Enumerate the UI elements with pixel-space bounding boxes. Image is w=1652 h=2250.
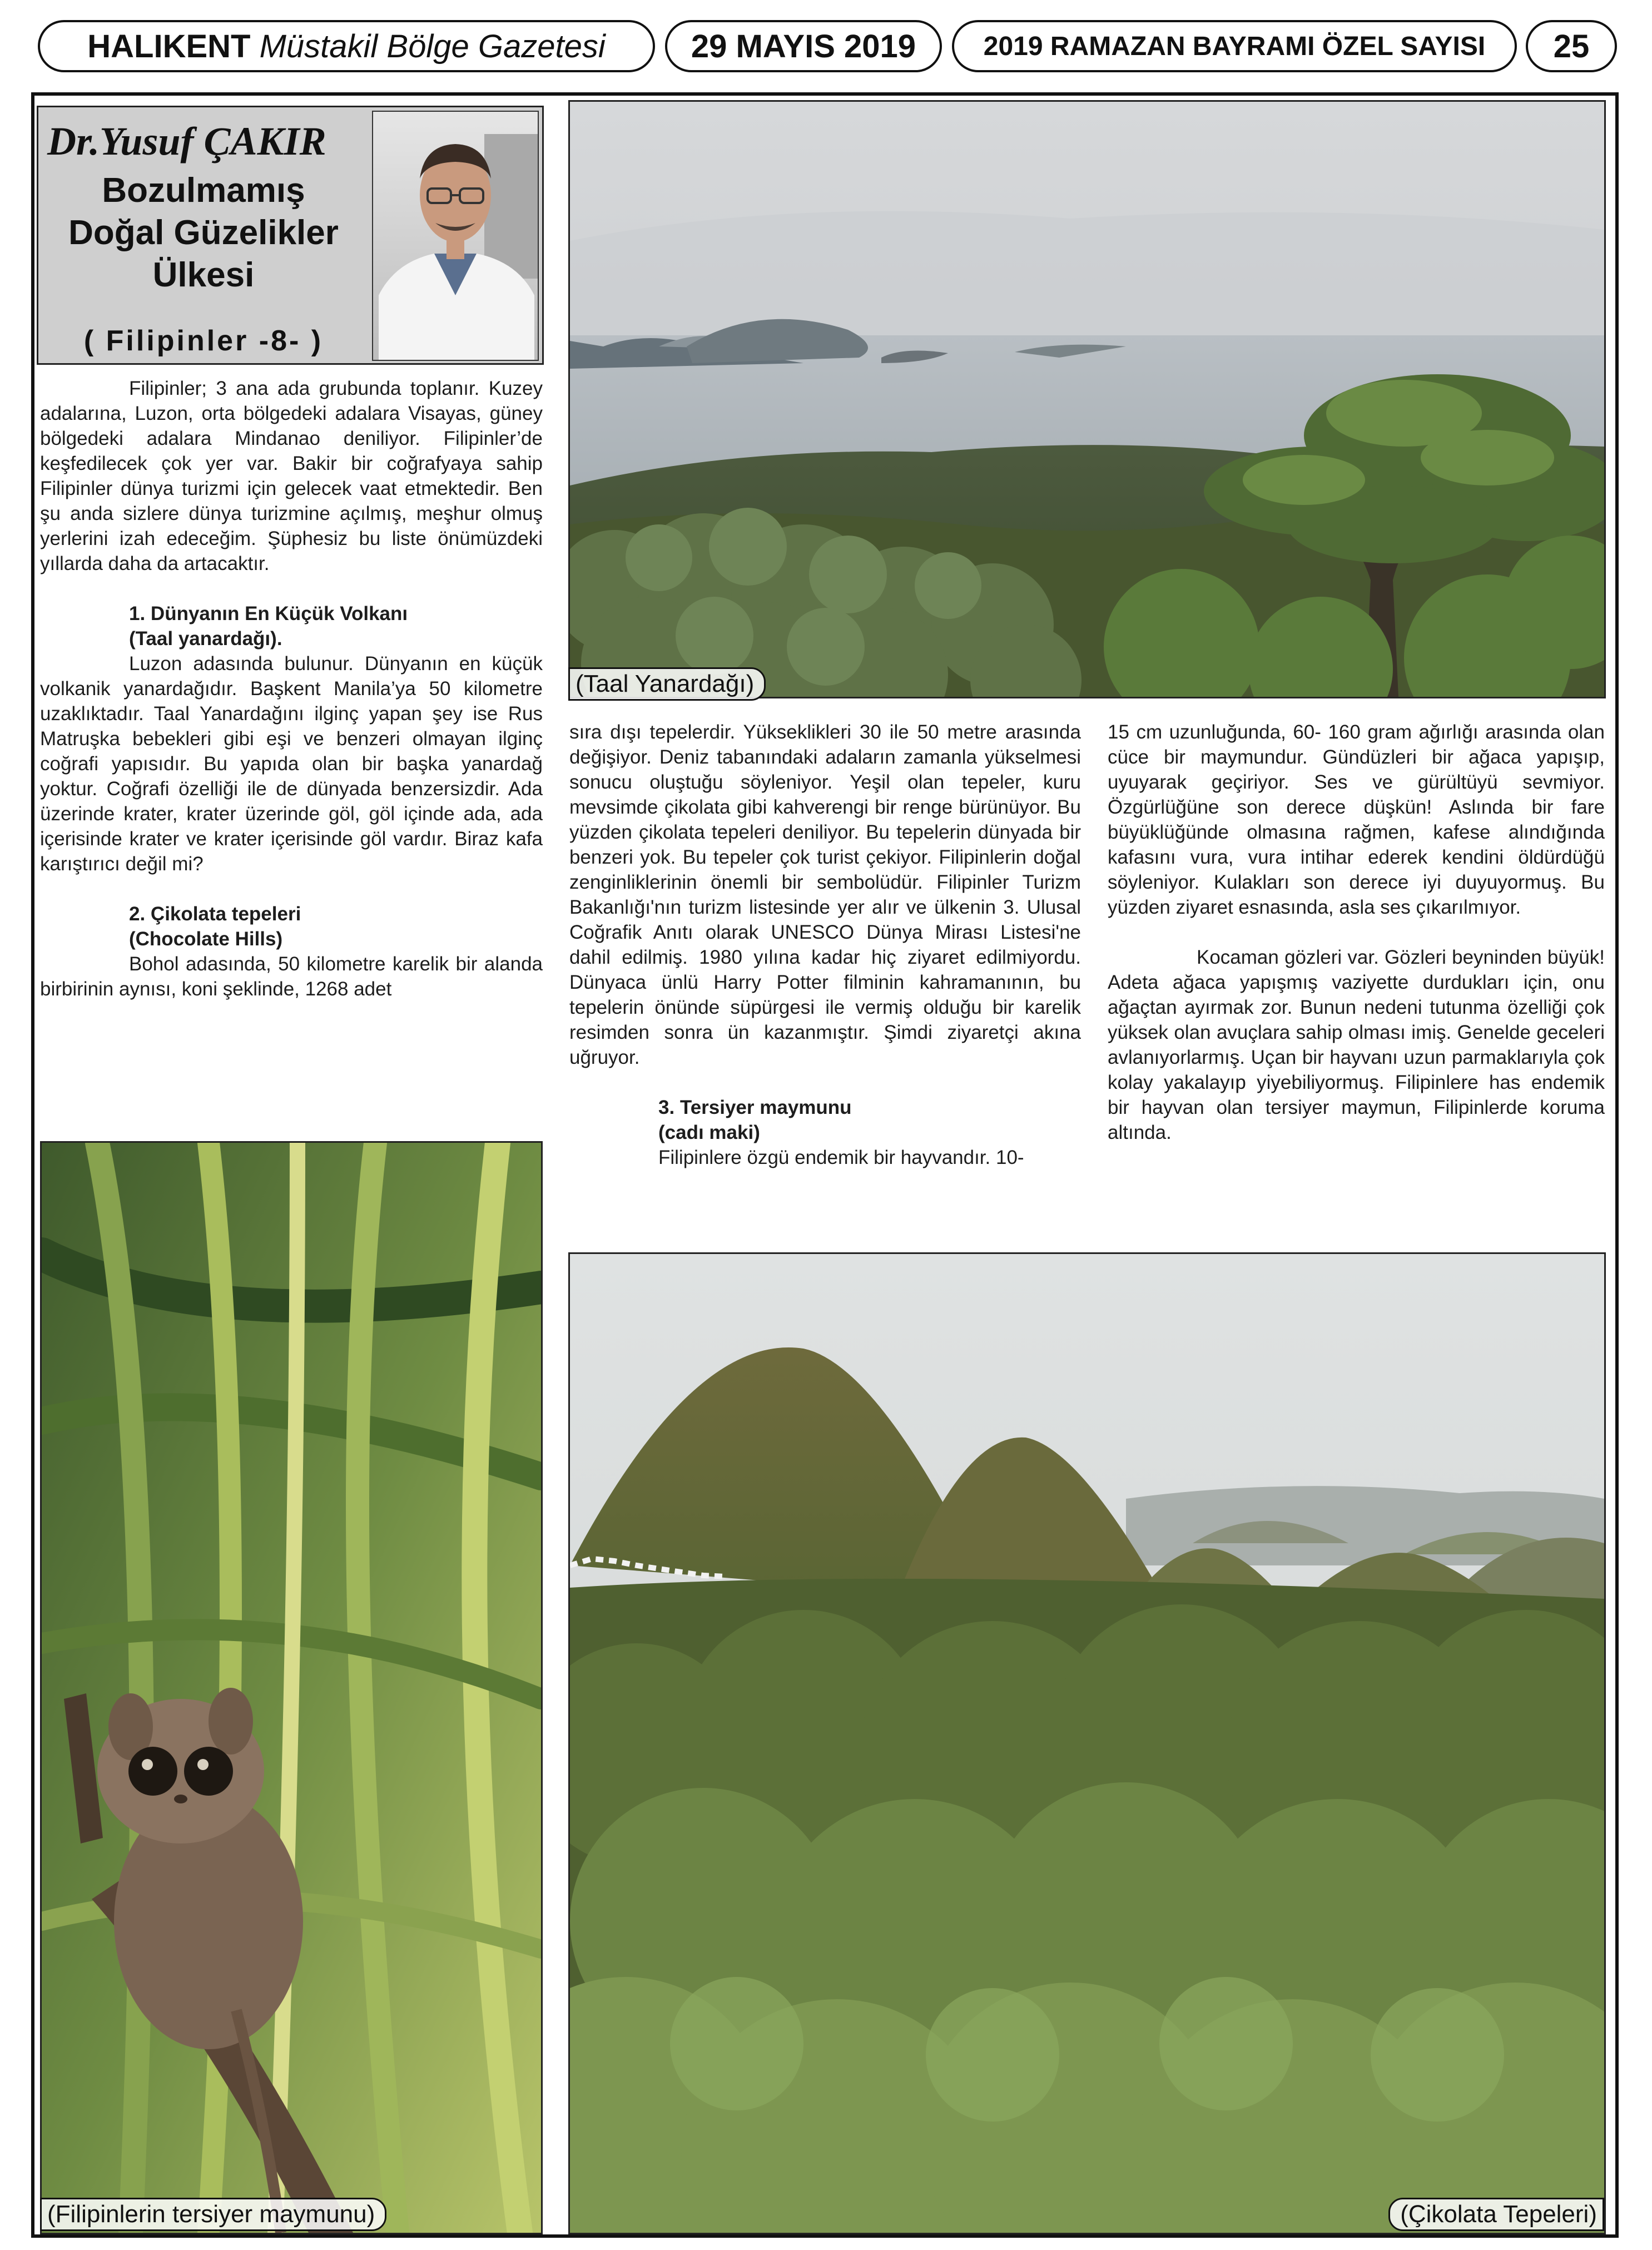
- page-number: 25: [1553, 28, 1590, 65]
- tarsier-image: [42, 1143, 541, 2233]
- chocolate-hills-photo: [568, 1252, 1606, 2234]
- intro-paragraph: Filipinler; 3 ana ada grubunda toplanır. Kuzey adalarına, Luzon, orta bölgedeki adalara Visayas, güney bölgedeki adalara Mindanao deniliyor. Filipinler’de keşfedilecek çok yer var. Bakir bir coğrafyaya sahip Filipinler dünya turizmi için gelecek vaat etmektedir. Ben şu anda sizlere dünya turizmine açılmış, meşhur olmuş yerlerini izah edeceğim. Şüphesiz bu liste önümüzdeki yıllarda daha da artacaktır.: [40, 378, 543, 574]
- paper-subtitle: Müstakil Bölge Gazetesi: [259, 28, 606, 65]
- headline-line: Doğal Güzelikler: [68, 214, 339, 252]
- column-2: [569, 720, 1081, 1170]
- tarsier-photo-caption: (Filipinlerin tersiyer maymunu): [40, 2198, 386, 2231]
- column-3: [1108, 720, 1605, 1145]
- date-pill: [665, 20, 942, 72]
- chocolate-hills-photo-caption: (Çikolata Tepeleri): [1388, 2198, 1604, 2231]
- section-3-body: Filipinlere özgü endemik bir hayvandır. 10-: [658, 1147, 1024, 1168]
- section-1-body: Luzon adasında bulunur. Dünyanın en küçük volkanik yanardağıdır. Başkent Manila’ya 50 kilometre uzaklıktadır. Taal Yanardağını ilginç yapan şey ise Rus Matruşka bebekleri gibi eşi ve benzeri olmayan ilginç coğrafi yapısıdır. Bu yapıda olan bir başka yanardağ yoktur. Coğrafi özelliği ile de dünyada benzersizdir. Ada üzerinde krater, krater üzerinde göl, göl içinde ada, ada içerisinde krater ve krater içerisinde göl vardır. Biraz kafa karıştırıcı değil mi?: [40, 653, 543, 875]
- taal-volcano-image: [570, 102, 1604, 697]
- section-3-body-part-2: Kocaman gözleri var. Gözleri beyninden büyük! Adeta ağaca yapışmış vaziyette durdukları için, onu ağaçtan ayırmak zor. Bunun nedeni tutunma özelliği çok yüksek olan avuçlara sahip olması imiş. Genelde geceleri avlanıyorlarmış. Uçan bir hayvanı uzun parmaklarıyla çok kolay yakalayıp yiyebiliyormuş. Filipinlere has endemik bir hayvan olan tersiyer maymun, Filipinlerde koruma altında.: [1108, 946, 1605, 1143]
- section-3-subtitle: (cadı maki): [658, 1122, 760, 1143]
- section-1-subtitle: (Taal yanardağı).: [129, 628, 282, 650]
- section-2-subtitle: (Chocolate Hills): [129, 928, 283, 950]
- section-2-title: 2. Çikolata tepeleri: [129, 903, 301, 925]
- author-portrait-image: [373, 112, 538, 360]
- masthead-pill: [38, 20, 655, 72]
- section-3-title: 3. Tersiyer maymunu: [658, 1097, 852, 1118]
- page-number-pill: [1526, 20, 1617, 72]
- paper-name: HALIKENT: [87, 28, 251, 65]
- section-1-title: 1. Dünyanın En Küçük Volkanı: [129, 603, 408, 625]
- author-portrait: [372, 111, 539, 361]
- section-2-body: Bohol adasında, 50 kilometre karelik bir alanda birbirinin aynısı, koni şeklinde, 1268 adet: [40, 953, 543, 1000]
- author-name: Dr.Yusuf ÇAKIR: [47, 119, 326, 163]
- chocolate-hills-image: [570, 1254, 1604, 2233]
- taal-volcano-photo: [568, 100, 1606, 698]
- article-headline: [44, 170, 363, 296]
- column-1: [40, 376, 543, 1002]
- issue-date: 29 MAYIS 2019: [691, 28, 916, 65]
- edition-label: 2019 RAMAZAN BAYRAMI ÖZEL SAYISI: [983, 31, 1486, 61]
- tarsier-photo: [40, 1141, 543, 2234]
- section-2-body-continued: sıra dışı tepelerdir. Yükseklikleri 30 ile 50 metre arasında değişiyor. Deniz tabanındaki adaların zamanla yükselmesi sonucu oluştuğu söyleniyor. Yeşil olan tepeler, kuru mevsimde çikolata gibi kahverengi bir renge bürünüyor. Bu yüzden çikolata tepeleri deniliyor. Bu tepelerin dünyada bir benzeri yok. Bu tepeler çok turist çekiyor. Filipinlerin doğal zenginliklerinin önemli bir sembolüdür. Filipinler Turizm Bakanlığı'nın turizm listesinde yer alır ve ülkenin 3. Ulusal Coğrafik Anıtı olarak UNESCO Dünya Mirası Listesi'ne dahil edilmiş. 1980 yılına kadar hiç ziyaret edilmiyordu. Dünyaca ünlü Harry Potter filminin kahramanının, bu tepelerin önünde süpürgesi ile vermiş olduğu bir karelik resimden sonra ün kazanmıştır. Şimdi ziyaretçi akına uğruyor.: [569, 721, 1081, 1068]
- series-label: ( Filipinler -8- ): [83, 325, 324, 357]
- headline-line: Ülkesi: [152, 256, 255, 294]
- edition-pill: [952, 20, 1517, 72]
- headline-line: Bozulmamış: [102, 171, 305, 210]
- section-3-body-continued: 15 cm uzunluğunda, 60- 160 gram ağırlığı arasında olan cüce bir maymundur. Gündüzleri bir ağaca yapışıp, uyuyarak geçiriyor. Ses ve gürültüyü sevmiyor. Özgürlüğüne son derece düşkün! Aslında bir fare büyüklüğünde olmasına rağmen, kafese alındığında kafasını vura, vura intihar ederek kendini öldürdüğü söyleniyor. Kulakları son derece iyi duyuyormuş. Bu yüzden ziyaret esnasında, asla ses çıkarılmıyor.: [1108, 721, 1605, 918]
- taal-photo-caption: (Taal Yanardağı): [568, 667, 766, 701]
- article-title-box: [37, 106, 544, 365]
